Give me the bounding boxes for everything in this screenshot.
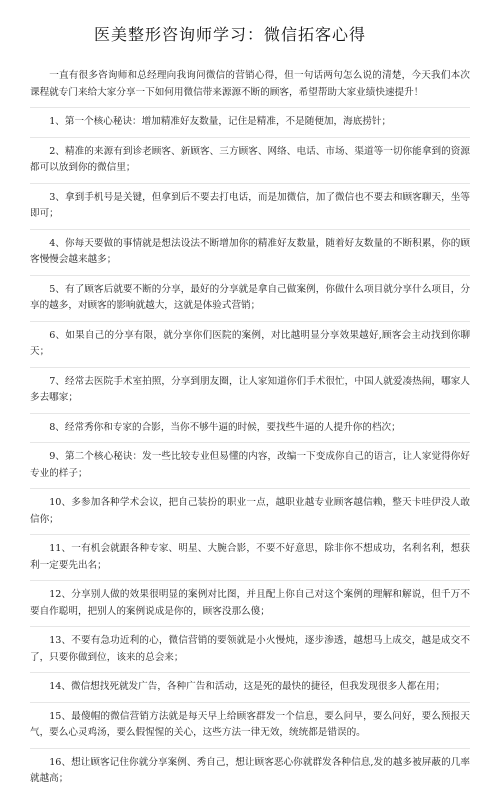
- list-item: 11、一有机会就跟各种专家、明星、大腕合影，不要不好意思，除非你不想成功，名利名利，想获利一定要先出名；: [30, 543, 470, 571]
- divider: [30, 488, 470, 489]
- list-item: 6、如果自己的分享有限，就分享你们医院的案例，对比越明显分享效果越好,顾客会主动找到你聊天；: [30, 329, 470, 357]
- list-item: 1、第一个核心秘诀：增加精准好友数量，记住是精准，不是随便加，海底捞针；: [49, 116, 392, 127]
- list-item: 2、精准的来源有到诊老顾客、新顾客、三方顾客、网络、电话、市场、渠道等一切你能拿到的资源都可以放到你的微信里；: [30, 145, 470, 173]
- divider: [30, 672, 470, 673]
- list-item: 13、不要有急功近利的心，微信营销的要领就是小火慢炖，逐步渗透，越想马上成交，越是成交不了，只要你做到位，该来的总会来；: [30, 635, 470, 663]
- divider: [30, 580, 470, 581]
- page-title: 医美整形咨询师学习：微信拓客心得: [93, 25, 366, 44]
- divider: [30, 748, 470, 749]
- divider: [30, 413, 470, 414]
- divider: [30, 229, 470, 230]
- list-item: 7、经常去医院手术室拍照，分享到朋友圈，让人家知道你们手术很忙，中国人就爱凑热闹，哪家人多去哪家；: [30, 375, 470, 403]
- list-item: 3、拿到手机号是关键，但拿到后不要去打电话，而是加微信，加了微信也不要去和顾客聊天，坐等即可；: [30, 191, 470, 219]
- list-item: 16、想让顾客记住你就分享案例、秀自己，想让顾客恶心你就群发各种信息,发的越多被屏蔽的几率就越高；: [30, 756, 470, 784]
- divider: [30, 702, 470, 703]
- divider: [30, 534, 470, 535]
- list-item: 9、第二个核心秘诀：发一些比较专业但易懂的内容，改编一下变成你自己的语言，让人家觉得你好专业的样子；: [30, 451, 470, 479]
- divider: [30, 183, 470, 184]
- divider: [30, 321, 470, 322]
- divider: [30, 442, 470, 443]
- list-item: 15、最傻帽的微信营销方法就是每天早上给顾客群发一个信息，要么问早，要么问好，要么预报天气，要么心灵鸡汤，要么假惺惺的关心，这些方法一律无效，统统都是错误的。: [30, 710, 470, 738]
- list-item: 8、经常秀你和专家的合影，当你不够牛逼的时候，要找些牛逼的人提升你的档次；: [49, 421, 401, 433]
- divider: [30, 275, 470, 276]
- divider: [30, 626, 470, 627]
- list-item: 12、分享别人做的效果很明显的案例对比图，并且配上你自己对这个案例的理解和解说，但千万不要自作聪明，把别人的案例说成是你的，顾客没那么傻；: [30, 589, 470, 617]
- list-item: 5、有了顾客后就要不断的分享，最好的分享就是拿自己做案例，你做什么项目就分享什么项目，分享的越多，对顾客的影响就越大，这就是体验式营销；: [30, 283, 470, 311]
- list-item: 14、微信想找死就发广告，各种广告和活动，这是死的最快的捷径，但我发现很多人都在用；: [49, 681, 446, 692]
- article-body: [30, 68, 470, 794]
- list-item: 10、多参加各种学术会议，把自己装扮的职业一点，越职业越专业顾客越信赖，整天卡哇伊没人敢信你；: [30, 497, 470, 525]
- divider: [30, 137, 470, 138]
- intro-paragraph: 一直有很多咨询师和总经理向我询问微信的营销心得，但一句话两句怎么说的清楚，今天我们本次课程就专门来给大家分享一下如何用微信带来源源不断的顾客，希望帮助大家业绩快速提升！: [30, 70, 470, 98]
- divider: [30, 367, 470, 368]
- divider: [30, 107, 470, 108]
- list-item: 4、你每天要做的事情就是想法设法不断增加你的精准好友数量，随着好友数量的不断积累，你的顾客慢慢会越来越多；: [30, 237, 470, 265]
